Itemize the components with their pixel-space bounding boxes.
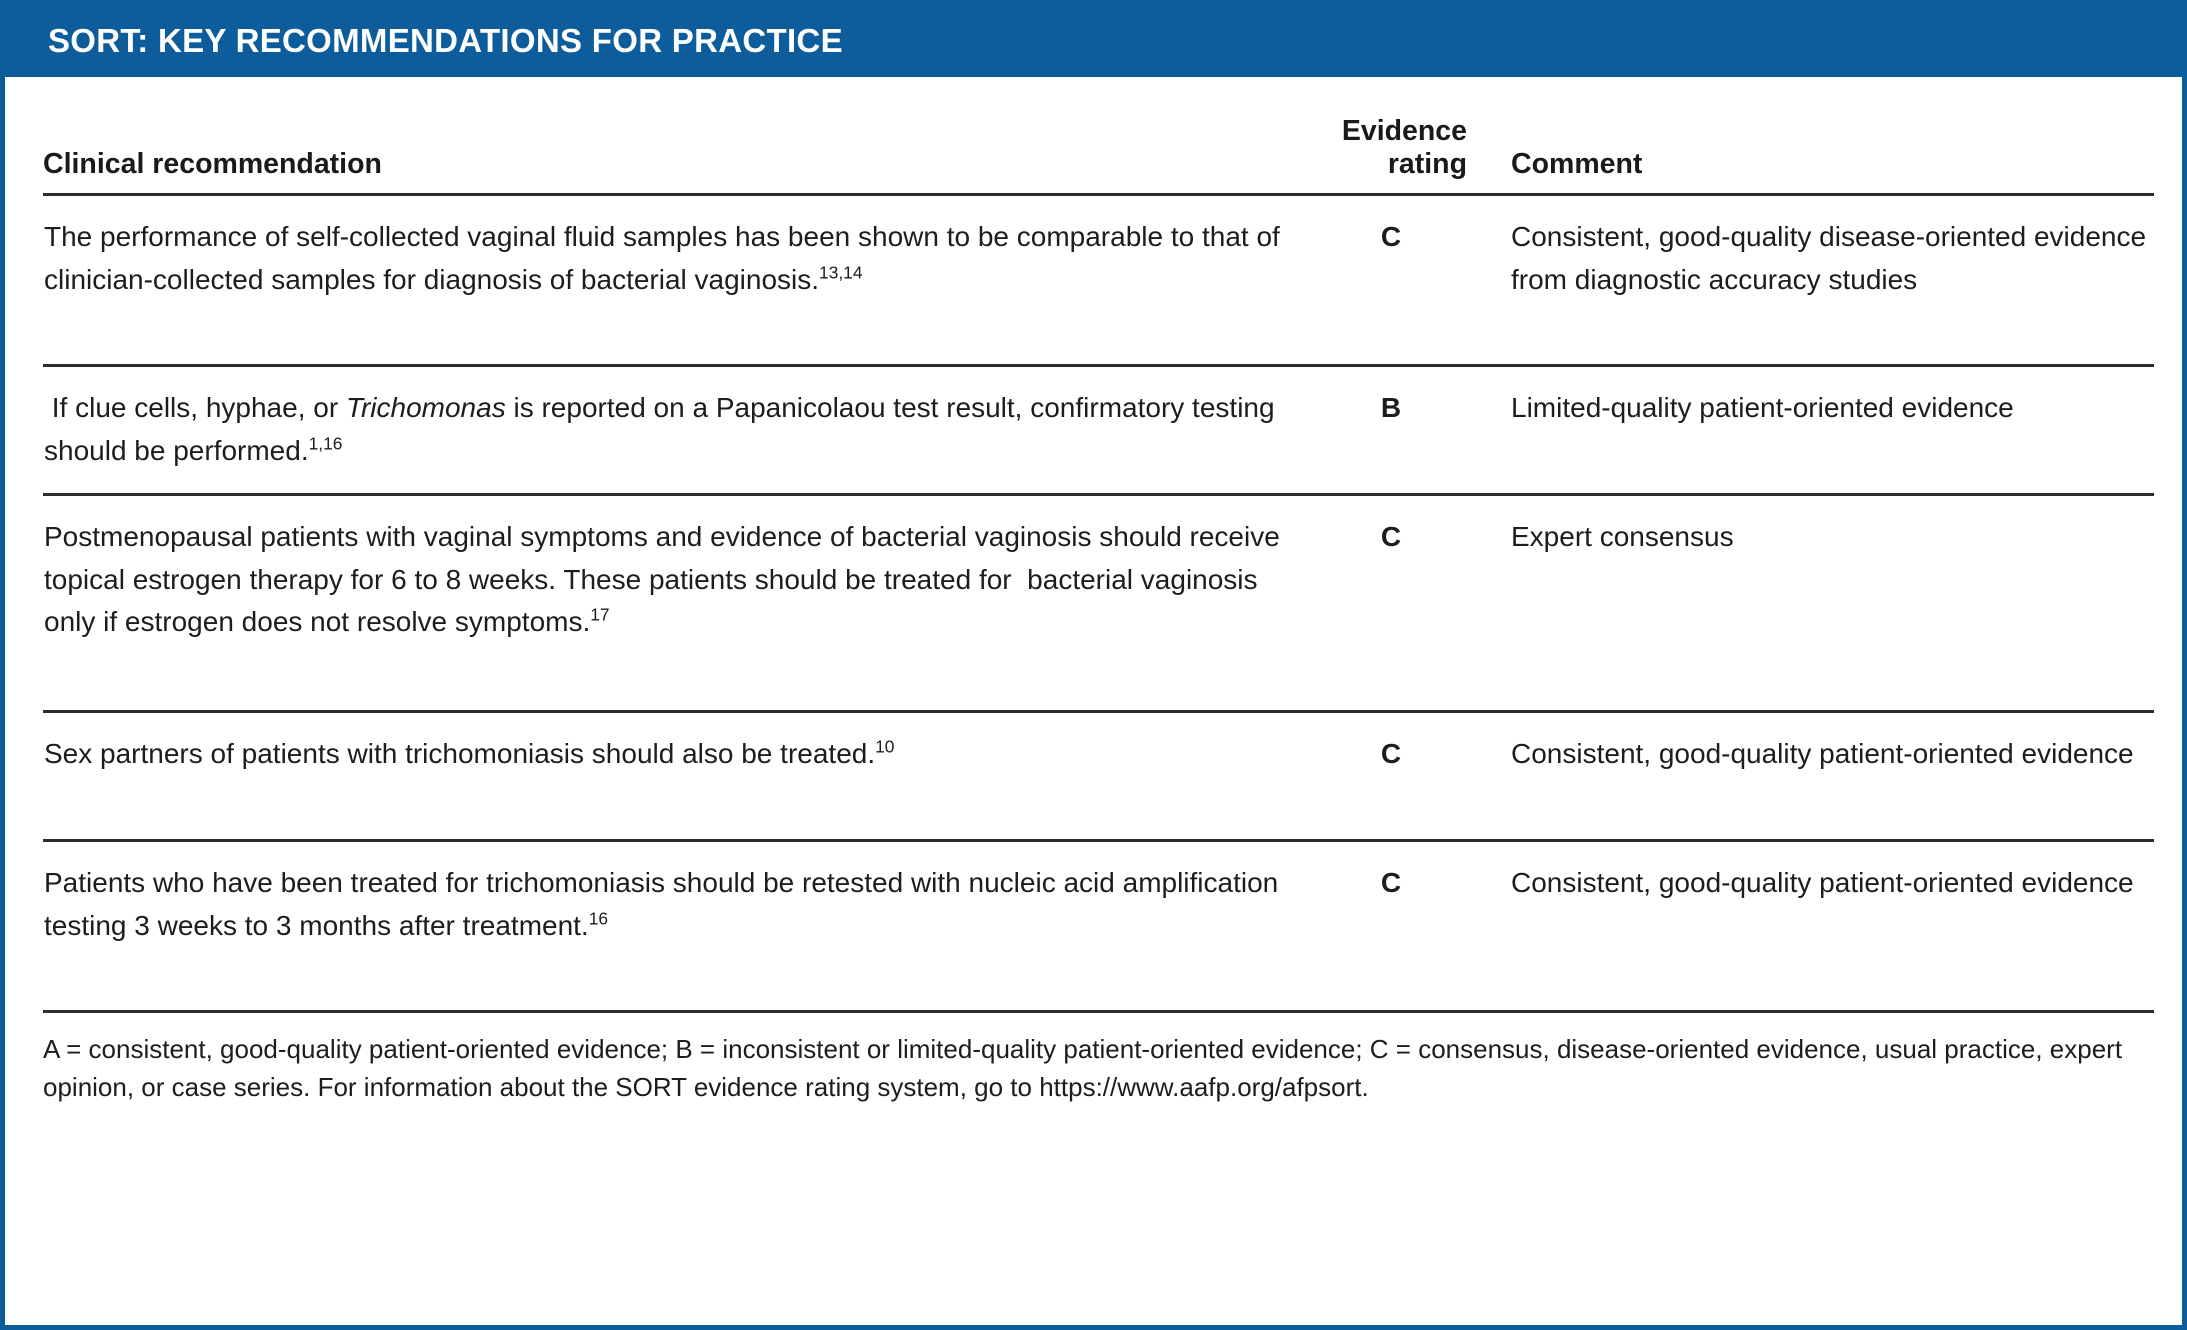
recommendation-cell: The performance of self-collected vaginal fluid samples has been shown to be comparable to that of clinician-collected samples for diagnosis of bacterial vaginosis.$^{13,14}$ <box>43 195 1309 366</box>
table-row <box>43 841 2154 1012</box>
recommendations-table <box>43 77 2154 1013</box>
comment-cell: Expert consensus <box>1473 495 2154 712</box>
table-row <box>43 495 2154 712</box>
column-header-evidence-rating <box>1309 77 1473 195</box>
table-head <box>43 77 2154 195</box>
evidence-rating-cell: C <box>1309 841 1473 1012</box>
table-title-bar <box>5 5 2182 77</box>
comment-cell: Consistent, good-quality patient-oriented evidence <box>1473 841 2154 1012</box>
evidence-rating-cell: C <box>1309 195 1473 366</box>
recommendation-cell: If clue cells, hyphae, or Trichomonas is reported on a Papanicolaou test result, confirmatory testing should be performed.$^{1,16}$ <box>43 366 1309 495</box>
column-header-comment: Comment <box>1473 77 2154 195</box>
comment-cell: Limited-quality patient-oriented evidence <box>1473 366 2154 495</box>
recommendation-cell: Postmenopausal patients with vaginal symptoms and evidence of bacterial vaginosis should receive topical estrogen therapy for 6 to 8 weeks. These patients should be treated for bacterial vaginosis only if estrogen does not resolve symptoms.$^{17}$ <box>43 495 1309 712</box>
table-sheet <box>5 77 2182 1013</box>
table-row <box>43 712 2154 841</box>
evidence-rating-cell: C <box>1309 712 1473 841</box>
table-row <box>43 195 2154 366</box>
recommendation-cell: Patients who have been treated for trichomoniasis should be retested with nucleic acid amplification testing 3 weeks to 3 months after treatment.$^{16}$ <box>43 841 1309 1012</box>
table-header-row <box>43 77 2154 195</box>
table-row <box>43 366 2154 495</box>
table-footnote: A = consistent, good-quality patient-oriented evidence; B = inconsistent or limited-quality patient-oriented evidence; C = consensus, disease-oriented evidence, usual practice, expert opinion, or case series. For information about the SORT evidence rating system, go to https://www.aafp.org/afpsort. <box>43 1034 2123 1103</box>
evidence-rating-label-line1: Evidence <box>1341 115 1467 147</box>
evidence-rating-cell: C <box>1309 495 1473 712</box>
column-header-recommendation: Clinical recommendation <box>43 77 1309 195</box>
evidence-rating-label-line2: rating <box>1387 148 1467 181</box>
comment-cell: Consistent, good-quality patient-oriented evidence <box>1473 712 2154 841</box>
table-body <box>43 195 2154 1012</box>
recommendation-cell: Sex partners of patients with trichomoniasis should also be treated.$^{10}$ <box>43 712 1309 841</box>
comment-cell: Consistent, good-quality disease-oriented evidence from diagnostic accuracy studies <box>1473 195 2154 366</box>
evidence-rating-cell: B <box>1309 366 1473 495</box>
page-title: SORT: KEY RECOMMENDATIONS FOR PRACTICE <box>48 22 843 59</box>
